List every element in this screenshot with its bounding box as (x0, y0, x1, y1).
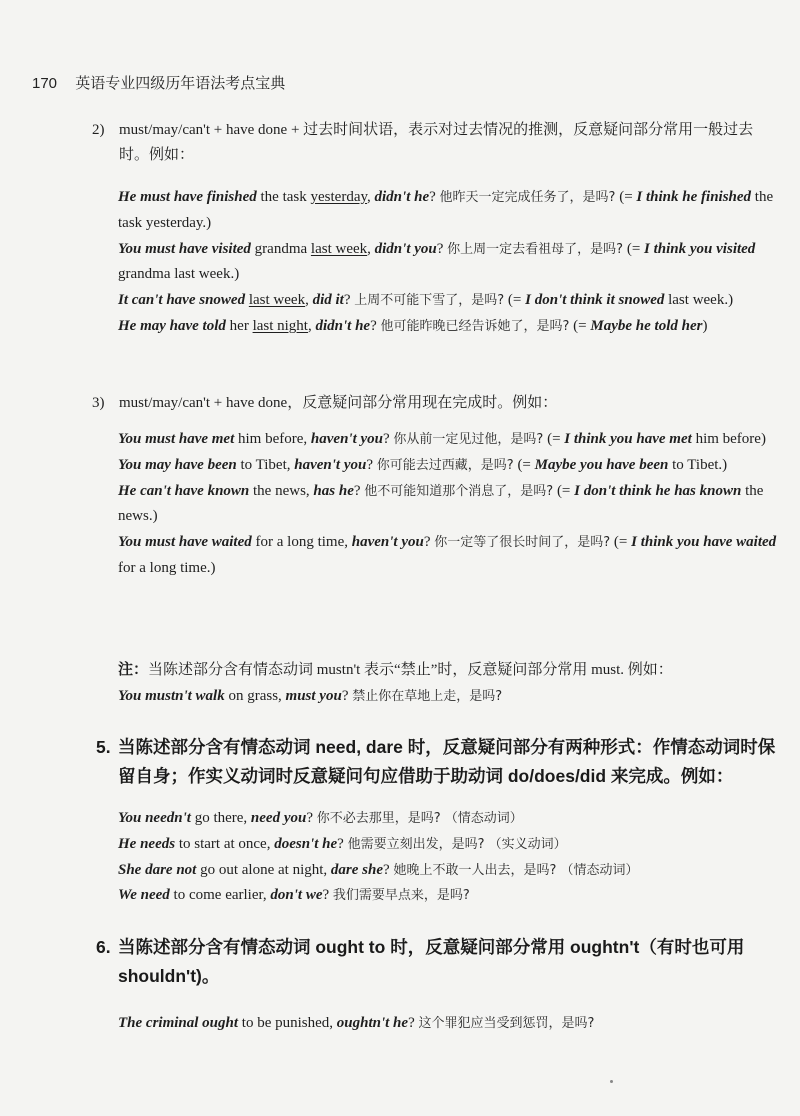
chinese-translation: 他不可能知道那个消息了，是吗? (364, 483, 554, 499)
example-line (118, 806, 778, 832)
rule-2-text: must/may/can't + have done + 过去时间状语，表示对过去情况的推测，反意疑问部分常用一般过去时。例如： (119, 122, 754, 163)
example-text: ? (429, 189, 440, 205)
example-text: (= (513, 456, 535, 473)
section-5-marker: 5. (96, 737, 111, 757)
chinese-translation: 禁止你在草地上走，是吗? (352, 689, 503, 704)
time-adverbial: last week (310, 240, 368, 257)
example-line (118, 858, 778, 884)
paraphrase: I think you visited (644, 240, 756, 257)
example-line (118, 479, 778, 531)
note-text: 当陈述部分含有情态动词 mustn't 表示“禁止”时，反意疑问部分常用 must. 例如： (148, 662, 673, 678)
example-text: ? (423, 534, 435, 551)
example-text: ? (408, 1015, 419, 1031)
example-line (118, 683, 778, 710)
question-tag: didn't you (374, 240, 437, 257)
example-subject: He may have told (118, 317, 226, 334)
chinese-translation: 你不必去那里，是吗? （情态动词） (316, 811, 523, 826)
example-line (118, 453, 778, 479)
chinese-translation: 你从前一定见过他，是吗? (393, 432, 544, 447)
example-subject: He must have finished (118, 189, 257, 205)
example-text: the task (256, 189, 311, 205)
note-block (118, 657, 778, 710)
paraphrase: I think you have waited (631, 534, 777, 551)
rule-2-marker: 2) (92, 122, 105, 138)
question-tag: dare she (330, 861, 384, 878)
example-text: (= (504, 292, 526, 309)
question-tag: did it (312, 292, 344, 309)
example-text: (= (610, 534, 632, 551)
example-text: ? (383, 861, 394, 878)
example-line (118, 237, 778, 289)
example-subject: He needs (118, 835, 176, 852)
section-6-examples (118, 1011, 778, 1037)
page-header (32, 72, 285, 93)
example-text: her (225, 317, 253, 334)
example-line (118, 427, 778, 453)
example-subject: We need (118, 887, 170, 904)
example-text: ) (702, 317, 708, 334)
example-text: for a long time.) (118, 559, 216, 576)
example-line (118, 883, 778, 909)
example-text: ? (322, 887, 333, 904)
example-text: go out alone at night, (196, 861, 331, 878)
example-text: (= (569, 317, 591, 334)
example-text: ? (436, 240, 448, 257)
example-text: to Tibet, (236, 456, 295, 473)
example-text: , (305, 292, 313, 309)
question-tag: has he (313, 482, 354, 499)
section-6-text: 当陈述部分含有情态动词 ought to 时，反意疑问部分常用 oughtn't（有时也可用 shouldn't)。 (118, 937, 745, 986)
rule-3-marker: 3) (92, 395, 105, 411)
example-subject: You may have been (118, 456, 237, 473)
example-line (118, 288, 778, 314)
page-number: 170 (32, 75, 58, 92)
example-text: ? (366, 456, 377, 473)
chinese-translation: 她晚上不敢一人出去，是吗? （情态动词） (393, 862, 639, 878)
example-text: (= (623, 240, 645, 257)
rule-3-examples (118, 427, 778, 582)
paraphrase: I think he finished (636, 189, 752, 205)
example-subject: You must have visited (118, 240, 251, 257)
example-text: the news, (249, 482, 314, 499)
section-5-heading (96, 733, 786, 791)
chinese-translation: 这个罪犯应当受到惩罚，是吗? (418, 1016, 595, 1031)
section-6-heading (96, 933, 786, 991)
section-6-marker: 6. (96, 937, 111, 957)
section-5-text: 当陈述部分含有情态动词 need, dare 时，反意疑问部分有两种形式：作情态动词时保留自身；作实义动词时反意疑问句应借助于助动词 do/does/did 来完成。例如： (118, 737, 776, 786)
example-subject: He can't have known (118, 482, 250, 499)
example-text: grandma (250, 240, 311, 257)
example-text: the news.) (118, 482, 764, 525)
scan-speck (610, 1080, 613, 1083)
example-line (118, 530, 778, 582)
example-text: (= (553, 482, 575, 499)
example-text: , (367, 240, 375, 257)
book-title: 英语专业四级历年语法考点宝典 (75, 75, 286, 92)
example-text: , (307, 317, 316, 334)
example-text: ? (341, 688, 353, 704)
chinese-translation: 上周不可能下雪了，是吗? (354, 293, 505, 309)
rule-3-text: must/may/can't + have done，反意疑问部分常用现在完成时。例如： (119, 395, 558, 411)
chinese-translation: 我们需要早点来，是吗? (332, 888, 470, 904)
example-text: grandma last week.) (118, 266, 240, 283)
example-text: last week.) (664, 292, 734, 309)
example-line (118, 832, 778, 858)
chinese-translation: 他昨天一定完成任务了，是吗? (439, 190, 616, 205)
time-adverbial: yesterday (310, 189, 368, 205)
example-subject: The criminal ought (118, 1015, 239, 1031)
example-text: ? (353, 482, 365, 499)
example-subject: You must have met (118, 431, 235, 447)
example-text: to be punished, (238, 1015, 337, 1031)
example-text: to Tibet.) (668, 456, 728, 473)
chinese-translation: 他需要立刻出发，是吗? （实义动词） (347, 836, 567, 852)
note-line (118, 657, 778, 683)
paraphrase: I think you have met (564, 431, 692, 447)
rule-2-heading (92, 118, 782, 168)
chinese-translation: 他可能昨晚已经告诉她了，是吗? (380, 318, 570, 334)
note-label: 注： (118, 662, 149, 678)
example-line (118, 1011, 778, 1037)
example-subject: You mustn't walk (118, 688, 225, 704)
example-subject: You needn't (118, 810, 191, 826)
question-tag: didn't he (374, 189, 430, 205)
example-text: him before, (234, 431, 311, 447)
chinese-translation: 你上周一定去看祖母了，是吗? (447, 241, 624, 257)
example-text: for a long time, (251, 534, 352, 551)
chinese-translation: 你可能去过西藏，是吗? (376, 457, 514, 473)
rule-3-heading (92, 391, 782, 416)
example-subject: You must have waited (118, 534, 252, 551)
example-text: to come earlier, (169, 887, 271, 904)
paraphrase: I don't think it snowed (525, 292, 665, 309)
question-tag: haven't you (351, 534, 424, 551)
example-text: ? (370, 317, 381, 334)
example-line (118, 314, 778, 340)
example-text: him before) (691, 431, 766, 447)
rule-2-examples (118, 185, 778, 340)
example-text: on grass, (224, 688, 286, 704)
example-subject: It can't have snowed (118, 292, 246, 309)
example-text: (= (543, 431, 565, 447)
paraphrase: Maybe he told her (590, 317, 703, 334)
question-tag: haven't you (294, 456, 367, 473)
example-subject: She dare not (118, 861, 197, 878)
example-text: (= (615, 189, 637, 205)
example-line (118, 185, 778, 237)
question-tag: didn't he (315, 317, 371, 334)
example-text: the task yesterday.) (118, 189, 774, 231)
example-text: ? (337, 835, 348, 852)
question-tag: doesn't he (274, 835, 338, 852)
time-adverbial: last night (252, 317, 308, 334)
question-tag: don't we (270, 887, 323, 904)
question-tag: must you (285, 688, 342, 704)
paraphrase: Maybe you have been (534, 456, 669, 473)
chinese-translation: 你一定等了很长时间了，是吗? (434, 535, 611, 551)
time-adverbial: last week (248, 292, 306, 309)
example-text: , (367, 189, 375, 205)
question-tag: need you (250, 810, 307, 826)
paraphrase: I don't think he has known (574, 482, 742, 499)
example-text: ? (343, 292, 355, 309)
example-text: to start at once, (175, 835, 275, 852)
example-text: ? (306, 810, 317, 826)
question-tag: haven't you (310, 431, 383, 447)
question-tag: oughtn't he (336, 1015, 409, 1031)
section-5-examples (118, 806, 778, 909)
example-text: go there, (190, 810, 251, 826)
example-text: ? (383, 431, 394, 447)
